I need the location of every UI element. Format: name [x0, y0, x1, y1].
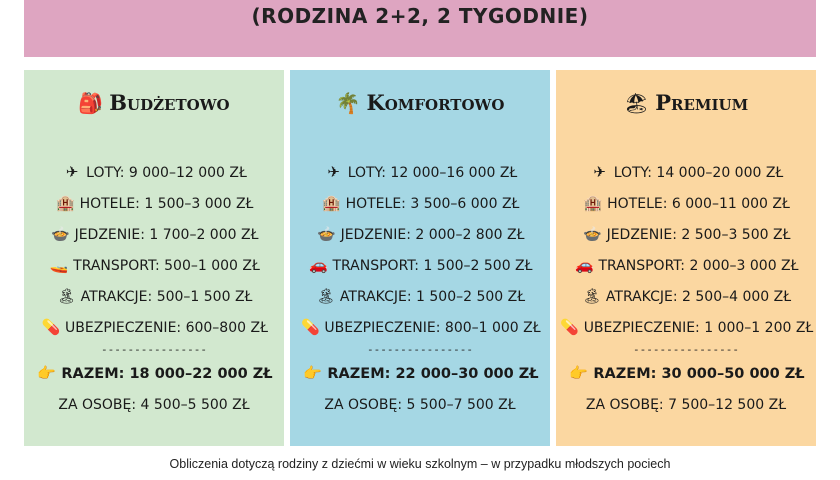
palm-tree-icon: 🌴 — [335, 91, 361, 115]
total-row — [556, 357, 816, 389]
cost-row-text: LOTY: 14 000–20 000 ZŁ — [613, 165, 784, 181]
cost-row-insurance — [556, 312, 816, 343]
separator-line: ---------------- — [367, 343, 473, 356]
per-person-row: ZA OSOBĘ: 4 500–5 500 ZŁ — [58, 397, 250, 413]
cost-row-text: ATRAKCJE: 500–1 500 ZŁ — [80, 289, 253, 305]
island-icon: 🏝 — [582, 287, 602, 305]
cost-list — [24, 157, 284, 421]
cost-row-text: UBEZPIECZENIE: 1 000–1 200 ZŁ — [583, 320, 814, 336]
cost-row-text: TRANSPORT: 2 000–3 000 ZŁ — [598, 258, 799, 274]
cost-row-food — [24, 219, 284, 250]
cost-row-insurance — [24, 312, 284, 343]
pill-icon: 💊 — [301, 318, 320, 336]
card-budzetowo — [24, 70, 284, 446]
cost-row-text: JEDZENIE: 2 500–3 500 ZŁ — [606, 227, 791, 243]
total-row — [24, 357, 284, 389]
cost-row-text: UBEZPIECZENIE: 600–800 ZŁ — [65, 320, 268, 336]
cost-row-transport — [556, 250, 816, 281]
hotel-icon: 🏨 — [322, 194, 341, 212]
cost-row-text: UBEZPIECZENIE: 800–1 000 ZŁ — [324, 320, 541, 336]
page-title: (RODZINA 2+2, 2 TYGODNIE) — [251, 4, 589, 28]
card-title-label: Budżetowo — [109, 90, 230, 115]
car-icon: 🚗 — [309, 256, 328, 274]
cost-row-text: JEDZENIE: 2 000–2 800 ZŁ — [340, 227, 525, 243]
total-row — [290, 357, 550, 389]
cost-row-text: HOTELE: 1 500–3 000 ZŁ — [79, 196, 254, 212]
hotel-icon: 🏨 — [583, 194, 603, 212]
header-banner — [24, 0, 816, 57]
food-icon: 🍲 — [583, 225, 602, 243]
card-title-label: Komfortowo — [366, 90, 505, 115]
hotel-icon: 🏨 — [56, 194, 75, 212]
cost-row-text: LOTY: 12 000–16 000 ZŁ — [347, 165, 518, 181]
cost-list — [290, 157, 550, 421]
beach-umbrella-icon: 🏖 — [623, 91, 650, 115]
airplane-icon: ✈ — [65, 163, 79, 181]
food-icon: 🍲 — [317, 225, 336, 243]
airplane-icon: ✈ — [327, 163, 340, 181]
total-text: RAZEM: 18 000–22 000 ZŁ — [61, 366, 273, 382]
per-person-row: ZA OSOBĘ: 7 500–12 500 ZŁ — [585, 397, 787, 413]
cost-row-text: TRANSPORT: 1 500–2 500 ZŁ — [332, 258, 533, 274]
pill-icon: 💊 — [560, 318, 580, 336]
cost-row-text: HOTELE: 3 500–6 000 ZŁ — [345, 196, 520, 212]
cost-row-hotels — [556, 188, 816, 219]
cost-row-attractions — [24, 281, 284, 312]
cost-row-hotels — [24, 188, 284, 219]
card-title — [24, 90, 284, 115]
cost-row-transport — [290, 250, 550, 281]
cost-row-text: TRANSPORT: 500–1 000 ZŁ — [73, 258, 260, 274]
cost-row-flights — [290, 157, 550, 188]
card-title-label: Premium — [655, 90, 749, 115]
cost-row-transport — [24, 250, 284, 281]
food-icon: 🍲 — [51, 225, 70, 243]
cost-row-text: ATRAKCJE: 1 500–2 500 ZŁ — [339, 289, 526, 305]
cost-row-text: JEDZENIE: 1 700–2 000 ZŁ — [74, 227, 259, 243]
boat-icon: 🚤 — [49, 256, 69, 274]
island-icon: 🏝 — [57, 287, 77, 305]
island-icon: 🏝 — [316, 287, 336, 305]
cost-row-text: ATRAKCJE: 2 500–4 000 ZŁ — [605, 289, 792, 305]
total-text: RAZEM: 30 000–50 000 ZŁ — [593, 366, 805, 382]
pointing-hand-icon: 👉 — [569, 364, 588, 382]
cost-row-attractions — [290, 281, 550, 312]
cost-row-text: LOTY: 9 000–12 000 ZŁ — [86, 165, 247, 181]
card-title — [290, 90, 550, 115]
separator-line: ---------------- — [101, 343, 207, 356]
cost-row-hotels — [290, 188, 550, 219]
cost-row-food — [556, 219, 816, 250]
cost-row-text: HOTELE: 6 000–11 000 ZŁ — [607, 196, 790, 212]
cost-list — [556, 157, 816, 421]
card-komfortowo — [290, 70, 550, 446]
cost-row-flights — [24, 157, 284, 188]
cost-row-flights — [556, 157, 816, 188]
car-icon: 🚗 — [575, 256, 594, 274]
pill-icon: 💊 — [41, 318, 61, 336]
airplane-icon: ✈ — [593, 163, 606, 181]
pointing-hand-icon: 👉 — [37, 364, 56, 382]
card-title — [556, 90, 816, 115]
cost-row-attractions — [556, 281, 816, 312]
pointing-hand-icon: 👉 — [303, 364, 322, 382]
cost-row-insurance — [290, 312, 550, 343]
total-text: RAZEM: 22 000–30 000 ZŁ — [327, 366, 539, 382]
footer-note: Obliczenia dotyczą rodziny z dziećmi w wieku szkolnym – w przypadku młodszych pociech — [169, 457, 671, 471]
separator-line: ---------------- — [633, 343, 739, 356]
cost-row-food — [290, 219, 550, 250]
card-premium — [556, 70, 816, 446]
per-person-row: ZA OSOBĘ: 5 500–7 500 ZŁ — [324, 397, 516, 413]
backpack-icon: 🎒 — [78, 91, 104, 115]
